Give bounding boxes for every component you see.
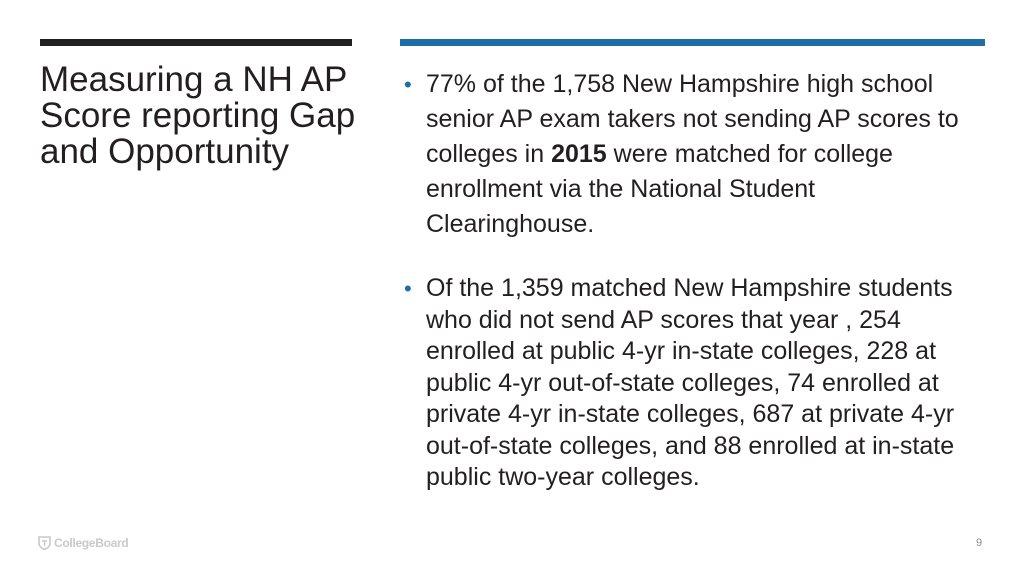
slide-title: Measuring a NH AP Score reporting Gap and Opportunity xyxy=(40,60,356,171)
logo-text: CollegeBoard xyxy=(54,536,129,550)
bullet-item xyxy=(404,67,984,242)
bullet-text: Of the 1,359 matched New Hampshire students who did not send AP scores that year , 254 enrolled at public 4-yr in-state colleges, 228 at public 4-yr out-of-state colleges, 74 enrolled at private 4-yr in-state colleges, 687 at private 4-yr out-of-state colleges, and 88 enrolled at in-state public two-year colleges. xyxy=(426,274,955,491)
bullet-text-end: were matched for college enrollment via the National Student Clearinghouse. xyxy=(426,140,893,238)
bullet-text-start: 77% of the 1,758 New Hampshire high school senior AP exam takers not sending AP scores to colleges in xyxy=(426,70,959,168)
bullet-list xyxy=(404,67,984,494)
bullet-item xyxy=(404,273,984,494)
bullet-icon: • xyxy=(404,72,412,97)
content-rule xyxy=(400,39,985,46)
collegeboard-logo xyxy=(38,536,128,550)
bullet-year-bold: 2015 xyxy=(551,140,607,168)
page-number: 9 xyxy=(976,537,983,549)
bullet-icon: • xyxy=(404,276,412,301)
acorn-shield-icon xyxy=(38,536,51,550)
title-rule xyxy=(40,39,352,46)
